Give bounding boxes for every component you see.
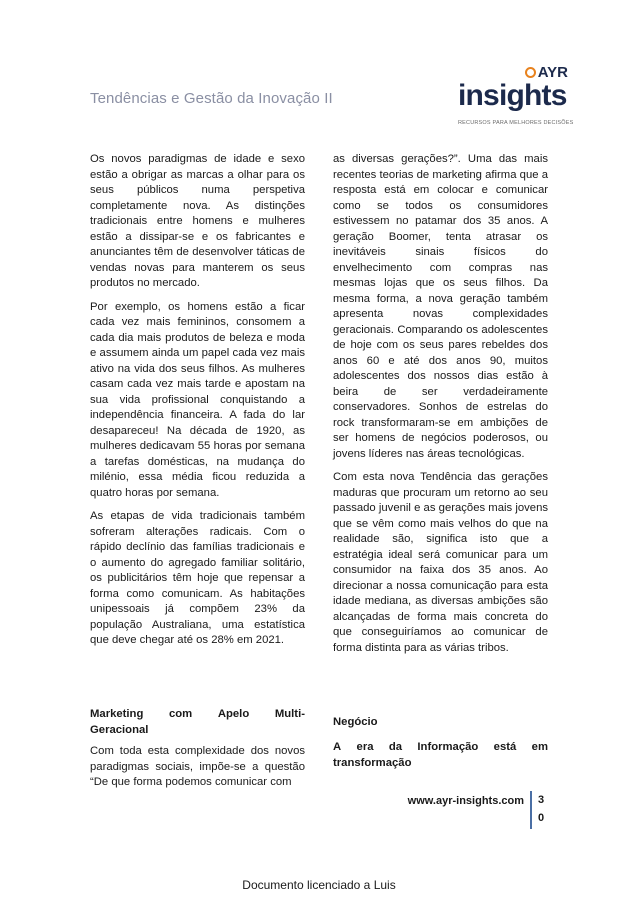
paragraph: Com toda esta complexidade dos novos paradigmas sociais, impõe-se a questão “De que forma podemos comunicar com — [90, 745, 305, 788]
paragraph: Por exemplo, os homens estão a ficar cada vez mais femininos, consomem a cada dia mais produtos de beleza e moda e assumem ainda um papel cada vez mais ativo na vida dos seus filhos. As mulheres casam cada vez mais tarde e apostam na sua vida profissional conquistando a independência financeira. A fada do lar desapareceu! Na década de 1920, as mulheres dedicavam 55 horas por semana a tarefas domésticas, na mudança do milénio, essa média ficou reduzida a quatro horas por semana. — [90, 300, 305, 499]
paragraph: Os novos paradigmas de idade e sexo estão a obrigar as marcas a olhar para os seus públicos numa perspetiva completamente nova. As distinções tradicionais entre homens e mulheres estão a dissipar-se e os fabricantes e anunciantes têm de desenvolver táticas de vendas novas para manterem os seus produtos no mercado. — [90, 153, 305, 289]
logo-tagline: RECURSOS PARA MELHORES DECISÕES — [458, 120, 574, 126]
heading-word: era — [356, 741, 374, 753]
logo-ayr-text: AYR — [537, 64, 568, 81]
paragraph: As etapas de vida tradicionais também sofreram alterações radicais. Com o rápido declínio das famílias tradicionais e o aumento do agregado familiar solitário, os publicitários têm hoje que repensar a forma como comunicam. As habitações unipessoais já compõem 23% da população Australiana, uma estatística que deve chegar até os 28% em 2021. — [90, 510, 305, 646]
logo-ring-icon — [525, 67, 536, 78]
logo-insights-text: insights — [458, 79, 567, 112]
left-column — [90, 152, 305, 657]
page-number — [530, 791, 550, 829]
heading-word: da — [388, 741, 403, 753]
document-header-title: Tendências e Gestão da Inovação II — [90, 90, 333, 107]
right-column — [333, 152, 548, 664]
ayr-insights-logo — [458, 60, 574, 130]
paragraph: Com esta nova Tendência das gerações maduras que procuram um retorno ao seu passado juvenil e as gerações mais jovens que se vêm como mais velhos do que na realidade são, significa isto que a estratégia ideal será comunicar para um consumidor na faixa dos 35 anos. Ao direcionar a nossa comunicação para esta idade mediana, as diversas ambições são alcançadas de forma mais concreta do que conseguiríamos ao comunicar de forma distinta para as várias tribos. — [333, 471, 548, 654]
heading-word: A — [333, 741, 342, 753]
heading-word: está — [493, 741, 517, 753]
section-heading-negocio: Negócio — [333, 716, 378, 728]
heading-word: em — [531, 741, 548, 753]
section-heading-informacao — [333, 740, 548, 771]
heading-word: Multi- — [274, 708, 305, 720]
page-number-digit-1: 3 — [538, 794, 545, 806]
heading-line-2: Geracional — [90, 723, 149, 736]
footer-url[interactable]: www.ayr-insights.com — [407, 795, 524, 807]
section-heading-marketing — [90, 707, 305, 738]
page-number-digit-2: 0 — [538, 812, 545, 824]
heading-word: Marketing — [90, 708, 144, 720]
heading-word: Apelo — [217, 708, 250, 720]
paragraph: as diversas gerações?”. Uma das mais recentes teorias de marketing afirma que a resposta está em colocar e comunicar como se todos os consumidores estivessem no patamar dos 35 anos. A geração Boomer, tenta atrasar os inevitáveis sinais físicos do envelhecimento com compras nas mesmas lojas que os seus filhos. Da mesma forma, a nova geração também apresenta novas complexidades geracionais. Comparando os adolescentes de hoje com os seus pares rebeldes dos anos 60 e até dos anos 90, muitos adolescentes dos nossos dias estão à beira de ser verdadeiramente conservadores. Sonhos de estrelas do rock transformaram-se em ambições de ser homens de negócios poderosos, ou jovens líderes nas áreas tecnológicas. — [333, 153, 548, 460]
heading-word: Informação — [417, 741, 479, 753]
heading-line-2: transformação — [333, 756, 412, 769]
heading-word: com — [168, 708, 193, 720]
license-notice: Documento licenciado a Luis — [242, 878, 396, 892]
